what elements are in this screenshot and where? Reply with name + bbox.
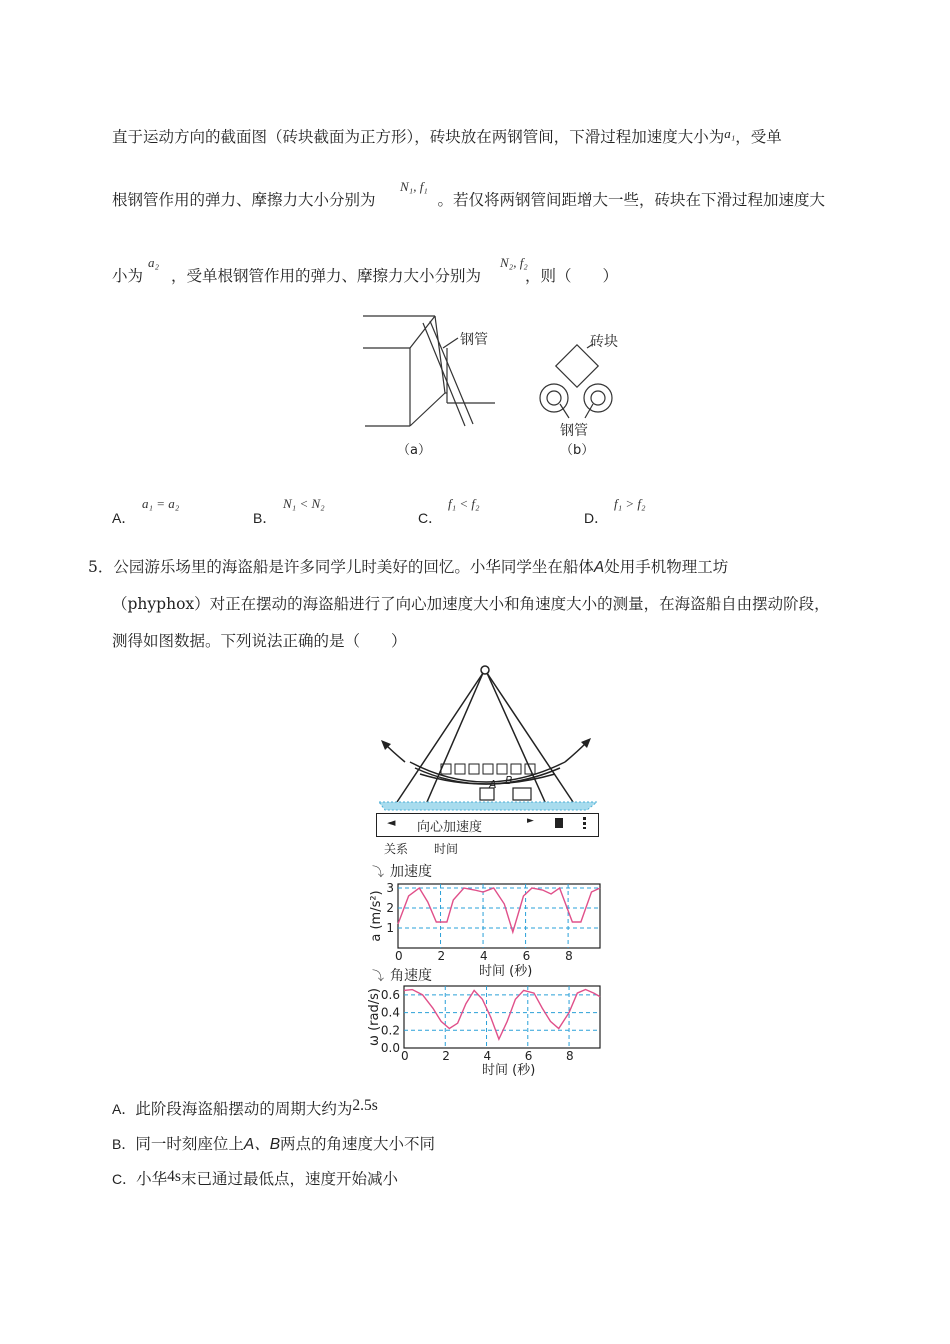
fig-pipe-label: 钢管: [460, 332, 488, 348]
x-tick-label: 0: [401, 1049, 409, 1063]
q4-figure: [355, 308, 655, 463]
q5-option-b[interactable]: [112, 1134, 435, 1155]
q4-option-a-letter: A．: [112, 510, 136, 526]
q4-line1-end: ，受单: [735, 128, 782, 146]
q4-a1: a₁: [724, 126, 736, 141]
q4-option-d-letter: D．: [584, 510, 609, 526]
q5-line3: 测得如图数据。下列说法正确的是（ ）: [112, 632, 407, 650]
q4-a2: a₂: [148, 255, 160, 270]
q5-option-c-val: 4s: [167, 1168, 181, 1185]
q4-line2-text: 根钢管作用的弹力、摩擦力大小分别为: [112, 191, 376, 209]
x-tick-label: 0: [395, 949, 403, 963]
chart1-collapse-icon[interactable]: ⤵: [372, 865, 385, 879]
q4-option-b[interactable]: [253, 508, 276, 528]
q5-option-b-text2: 两点的角速度大小不同: [280, 1135, 436, 1153]
ship-base: [480, 788, 531, 800]
q5-option-a-letter: A．: [112, 1101, 136, 1117]
water: [379, 802, 597, 810]
fig-cap-a: （a）: [397, 443, 431, 458]
x-tick-label: 2: [437, 949, 446, 963]
q5-option-b-val: A、B: [243, 1136, 281, 1153]
q4-option-c-expr: f₁ < f₂: [448, 496, 480, 511]
x-tick-label: 6: [522, 949, 531, 963]
q5-option-b-letter: B．: [112, 1136, 136, 1152]
q4-line3: [112, 266, 618, 286]
q4-option-a-expr: a₁ = a₂: [142, 496, 180, 511]
q4-option-d[interactable]: [584, 508, 608, 528]
y-tick-label: 0.4: [380, 1005, 400, 1020]
pirate-ship-figure: [375, 662, 605, 812]
x-axis-label: 时间 (秒): [479, 964, 533, 979]
q5-line2: （phyphox）对正在摆动的海盗船进行了向心加速度大小和角速度大小的测量，在海盗船自由摆动阶段，: [112, 595, 830, 613]
q4-option-a[interactable]: [112, 508, 135, 528]
fig-brick-label: 砖块: [590, 334, 618, 350]
chart1-title: 加速度: [390, 864, 432, 880]
q4-option-c-letter: C．: [418, 510, 443, 526]
fig-pipe-label-2: 钢管: [560, 423, 588, 439]
y-tick-label: 0.6: [380, 987, 400, 1002]
q4-line3-end: ，则（ ）: [525, 267, 619, 285]
x-axis-label: 时间 (秒): [482, 1063, 536, 1078]
q5-line1a: 公园游乐场里的海盗船是许多同学儿时美好的回忆。小华同学坐在船体: [113, 558, 594, 576]
q4-line2: [112, 190, 825, 210]
toolbar-title: 向心加速度: [417, 820, 483, 835]
ship-label-b: B: [505, 774, 513, 787]
q4-line3-mid: ，受单根钢管作用的弹力、摩擦力大小分别为: [171, 267, 482, 285]
y-tick-label: 1: [386, 921, 394, 935]
save-icon[interactable]: [555, 818, 563, 828]
x-tick-label: 4: [483, 1049, 492, 1063]
acceleration-chart: [369, 881, 600, 979]
q5-option-b-text1: 同一时刻座位上: [135, 1135, 244, 1153]
ship-seats: [441, 764, 535, 774]
y-tick-label: 2: [386, 901, 394, 915]
x-tick-label: 8: [565, 949, 573, 963]
data-series-line: [404, 990, 600, 1040]
y-tick-label: 3: [386, 881, 394, 895]
q4-line1: [112, 127, 782, 148]
q4-n1f1: N₁, f₁: [400, 179, 428, 194]
q5-option-c-letter: C．: [112, 1171, 137, 1187]
x-tick-label: 6: [524, 1049, 533, 1063]
q5-point-a: A: [593, 559, 605, 576]
q4-n2f2: N₂, f₂: [500, 255, 528, 270]
x-tick-label: 4: [480, 949, 488, 963]
menu-dots-icon[interactable]: [583, 817, 586, 829]
chart2-title: 角速度: [390, 968, 432, 984]
fig-cap-b: （b）: [560, 443, 595, 458]
angular-velocity-chart: [367, 986, 600, 1078]
q5-line1b: 处用手机物理工坊: [604, 558, 729, 576]
q4-option-b-letter: B．: [253, 510, 277, 526]
play-icon[interactable]: ►: [527, 816, 534, 826]
y-tick-label: 0.2: [380, 1023, 400, 1038]
q5-option-c-text1: 小华: [136, 1170, 168, 1188]
q5-option-a[interactable]: [112, 1099, 378, 1120]
chart2-collapse-icon[interactable]: ⤵: [372, 969, 385, 983]
phyphox-toolbar: [376, 813, 599, 837]
tab-time[interactable]: 时间: [434, 842, 459, 856]
q5-option-c[interactable]: [112, 1169, 398, 1190]
q4-line1-text: 直于运动方向的截面图（砖块截面为正方形），砖块放在两钢管间，下滑过程加速度大小为: [112, 128, 725, 146]
q4-option-b-expr: N₁ < N₂: [283, 496, 325, 511]
q4-option-d-expr: f₁ > f₂: [614, 496, 646, 511]
q4-line3-text: 小为: [112, 267, 144, 285]
q5-number: 5．: [88, 558, 114, 576]
q5-option-c-text2: 末已通过最低点，速度开始减小: [180, 1170, 398, 1188]
q4-line2-end: 。若仅将两钢管间距增大一些，砖块在下滑过程加速度大: [437, 191, 826, 209]
x-tick-label: 2: [442, 1049, 450, 1063]
x-tick-label: 8: [566, 1049, 574, 1063]
data-series-line: [398, 888, 600, 932]
y-tick-label: 0.0: [380, 1041, 400, 1055]
q5-line1: [88, 557, 728, 578]
y-axis-label: ω (rad/s): [367, 988, 382, 1046]
y-axis-label: a (m/s²): [369, 890, 384, 942]
tab-relation[interactable]: 关系: [384, 842, 409, 856]
phyphox-charts: [367, 858, 610, 1078]
ship-label-a: A: [489, 778, 497, 791]
q5-option-a-text: 此阶段海盗船摆动的周期大约为: [135, 1100, 353, 1118]
back-arrow-icon[interactable]: ◄: [387, 816, 396, 829]
q5-option-a-val: 2.5s: [352, 1097, 378, 1114]
q4-option-c[interactable]: [418, 508, 442, 528]
